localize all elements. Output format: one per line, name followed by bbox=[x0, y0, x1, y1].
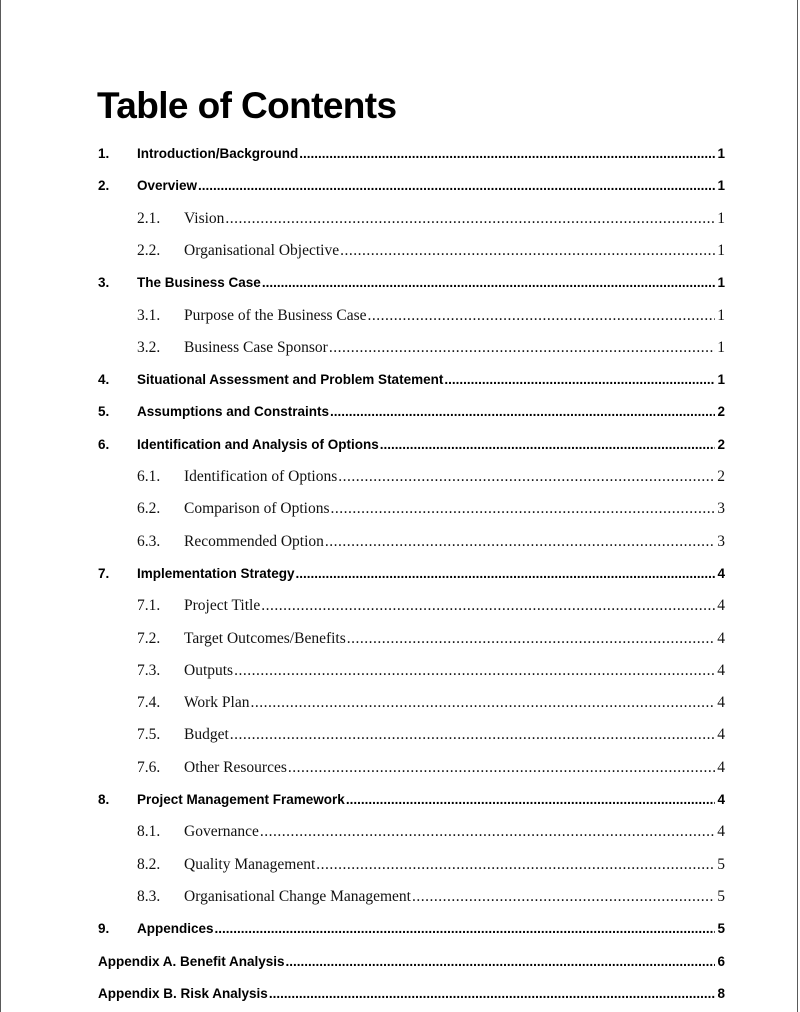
toc-entry-label: Outputs bbox=[184, 661, 234, 679]
toc-entry-page: 1 bbox=[717, 372, 725, 388]
toc-entry[interactable] bbox=[98, 951, 725, 973]
toc-entry[interactable] bbox=[137, 660, 725, 682]
toc-entry-number: 7. bbox=[98, 565, 110, 581]
toc-dot-leader bbox=[340, 240, 715, 262]
toc-dot-leader bbox=[296, 563, 716, 585]
toc-entry-label: Organisational Objective bbox=[184, 241, 340, 259]
toc-entry-page: 2 bbox=[717, 436, 725, 452]
toc-entry-label: Other Resources bbox=[184, 758, 287, 776]
toc-entry-label: Situational Assessment and Problem Statement bbox=[137, 372, 444, 388]
toc-entry-page: 1 bbox=[717, 338, 725, 356]
toc-dot-leader bbox=[288, 757, 715, 779]
toc-entry[interactable] bbox=[137, 531, 725, 553]
toc-entry-number: 7.1. bbox=[137, 597, 161, 615]
toc-entry-page: 1 bbox=[717, 178, 725, 194]
toc-entry-page: 1 bbox=[717, 209, 725, 227]
toc-dot-leader bbox=[331, 498, 716, 520]
page-title: Table of Contents bbox=[97, 85, 397, 126]
toc-entry[interactable] bbox=[137, 628, 725, 650]
toc-dot-leader bbox=[412, 886, 715, 908]
toc-dot-leader bbox=[316, 854, 715, 876]
toc-entry-number: 6.1. bbox=[137, 468, 161, 485]
toc-entry-page: 2 bbox=[717, 404, 725, 420]
toc-dot-leader bbox=[329, 337, 715, 359]
toc-entry[interactable] bbox=[98, 918, 725, 940]
toc-dot-leader bbox=[198, 175, 715, 197]
toc-entry-number: 6.3. bbox=[137, 532, 161, 550]
toc-entry-number: 2.2. bbox=[137, 241, 161, 259]
toc-entry-number: 8. bbox=[98, 792, 110, 807]
toc-entry-label: Governance bbox=[184, 823, 259, 841]
toc-entry[interactable] bbox=[98, 272, 725, 294]
toc-dot-leader bbox=[299, 143, 715, 165]
toc-entry-label: Appendices bbox=[137, 921, 214, 937]
toc-entry-number: 7.3. bbox=[137, 661, 161, 679]
toc-entry-label: Identification and Analysis of Options bbox=[137, 436, 379, 452]
toc-dot-leader bbox=[346, 789, 716, 811]
toc-entry-page: 4 bbox=[717, 758, 725, 776]
toc-dot-leader bbox=[269, 983, 716, 1005]
toc-entry-number: 9. bbox=[98, 921, 110, 937]
toc-entry[interactable] bbox=[137, 724, 725, 746]
toc-entry-page: 4 bbox=[717, 823, 725, 841]
toc-entry[interactable] bbox=[137, 305, 725, 327]
toc-entry-number: 4. bbox=[98, 372, 110, 388]
toc-entry-number: 3. bbox=[98, 275, 110, 291]
toc-entry-number: 6.2. bbox=[137, 500, 161, 518]
toc-entry-number: 7.2. bbox=[137, 629, 161, 647]
toc-entry-page: 1 bbox=[717, 306, 725, 324]
toc-entry-page: 1 bbox=[717, 146, 725, 161]
toc-entry-number: 7.5. bbox=[137, 726, 161, 744]
toc-entry-label: Recommended Option bbox=[184, 532, 324, 550]
toc-dot-leader bbox=[380, 434, 716, 456]
toc-entry[interactable] bbox=[137, 757, 725, 779]
toc-entry-number: 7.4. bbox=[137, 694, 161, 712]
toc-dot-leader bbox=[338, 466, 715, 488]
toc-entry-page: 4 bbox=[717, 694, 725, 712]
toc-entry-page: 4 bbox=[717, 792, 725, 807]
toc-dot-leader bbox=[330, 401, 715, 423]
toc-entry[interactable] bbox=[98, 563, 725, 585]
toc-entry-label: Project Title bbox=[184, 597, 261, 615]
toc-entry-page: 4 bbox=[717, 597, 725, 615]
toc-entry-number: 8.1. bbox=[137, 823, 161, 841]
toc-entry-label: Business Case Sponsor bbox=[184, 338, 328, 356]
toc-entry[interactable] bbox=[137, 337, 725, 359]
toc-entry-label: Budget bbox=[184, 726, 229, 744]
toc-entry[interactable] bbox=[98, 983, 725, 1005]
toc-entry-page: 5 bbox=[717, 855, 725, 873]
toc-entry-label: Purpose of the Business Case bbox=[184, 306, 367, 324]
toc-entry-number: 6. bbox=[98, 436, 110, 452]
toc-dot-leader bbox=[215, 918, 716, 940]
toc-dot-leader bbox=[444, 369, 715, 391]
toc-entry[interactable] bbox=[137, 821, 725, 843]
toc-entry[interactable] bbox=[137, 854, 725, 876]
toc-entry-page: 4 bbox=[717, 661, 725, 679]
table-of-contents bbox=[1, 0, 800, 1012]
toc-entry-number: 7.6. bbox=[137, 758, 161, 776]
toc-entry-label: Organisational Change Management bbox=[184, 887, 411, 905]
toc-entry[interactable] bbox=[137, 208, 725, 230]
toc-entry-label: Overview bbox=[137, 178, 198, 194]
toc-entry-number: 2.1. bbox=[137, 209, 161, 227]
toc-dot-leader bbox=[262, 272, 716, 294]
toc-entry[interactable] bbox=[98, 789, 725, 811]
toc-entry-page: 5 bbox=[717, 887, 725, 905]
toc-entry-page: 2 bbox=[717, 468, 725, 485]
toc-entry-label: Implementation Strategy bbox=[137, 565, 295, 581]
toc-entry[interactable] bbox=[137, 692, 725, 714]
toc-dot-leader bbox=[325, 531, 715, 553]
toc-entry-label: Appendix B. Risk Analysis bbox=[98, 985, 268, 1001]
toc-dot-leader bbox=[234, 660, 715, 682]
toc-entry-label: Work Plan bbox=[184, 694, 250, 712]
toc-entry[interactable] bbox=[137, 498, 725, 520]
toc-entry-page: 4 bbox=[717, 565, 725, 581]
toc-entry-number: 2. bbox=[98, 178, 110, 194]
toc-entry[interactable] bbox=[137, 240, 725, 262]
toc-entry-label: Quality Management bbox=[184, 855, 316, 873]
toc-entry[interactable] bbox=[98, 175, 725, 197]
toc-dot-leader bbox=[347, 628, 715, 650]
toc-entry-number: 1. bbox=[98, 146, 110, 161]
toc-dot-leader bbox=[250, 692, 715, 714]
toc-dot-leader bbox=[368, 305, 716, 327]
toc-entry-label: Vision bbox=[184, 209, 225, 227]
toc-entry[interactable] bbox=[137, 886, 725, 908]
toc-dot-leader bbox=[260, 821, 715, 843]
toc-entry[interactable] bbox=[98, 143, 725, 165]
toc-entry-label: Identification of Options bbox=[184, 468, 338, 485]
toc-entry-page: 1 bbox=[717, 241, 725, 259]
toc-dot-leader bbox=[230, 724, 715, 746]
toc-dot-leader bbox=[286, 951, 716, 973]
toc-entry-page: 3 bbox=[717, 500, 725, 518]
toc-entry-page: 4 bbox=[717, 726, 725, 744]
toc-entry-number: 5. bbox=[98, 404, 110, 420]
toc-entry-label: Project Management Framework bbox=[137, 792, 345, 807]
toc-entry-page: 6 bbox=[717, 953, 725, 969]
toc-entry-number: 3.1. bbox=[137, 306, 161, 324]
toc-dot-leader bbox=[225, 208, 715, 230]
toc-entry-label: Comparison of Options bbox=[184, 500, 330, 518]
toc-entry-number: 8.3. bbox=[137, 887, 161, 905]
toc-entry[interactable] bbox=[98, 401, 725, 423]
toc-entry-number: 8.2. bbox=[137, 855, 161, 873]
toc-entry-number: 3.2. bbox=[137, 338, 161, 356]
toc-entry-label: Appendix A. Benefit Analysis bbox=[98, 953, 285, 969]
toc-entry-label: Assumptions and Constraints bbox=[137, 404, 330, 420]
toc-entry-page: 3 bbox=[717, 532, 725, 550]
toc-entry-label: The Business Case bbox=[137, 275, 261, 291]
toc-entry-page: 5 bbox=[717, 921, 725, 937]
toc-entry[interactable] bbox=[98, 369, 725, 391]
toc-entry-page: 8 bbox=[717, 985, 725, 1001]
toc-entry-label: Target Outcomes/Benefits bbox=[184, 629, 346, 647]
toc-dot-leader bbox=[261, 595, 715, 617]
toc-entry-page: 4 bbox=[717, 629, 725, 647]
toc-entry[interactable] bbox=[137, 466, 725, 488]
toc-entry[interactable] bbox=[137, 595, 725, 617]
toc-entry[interactable] bbox=[98, 434, 725, 456]
toc-entry-label: Introduction/Background bbox=[137, 146, 299, 161]
toc-entry-page: 1 bbox=[717, 275, 725, 291]
